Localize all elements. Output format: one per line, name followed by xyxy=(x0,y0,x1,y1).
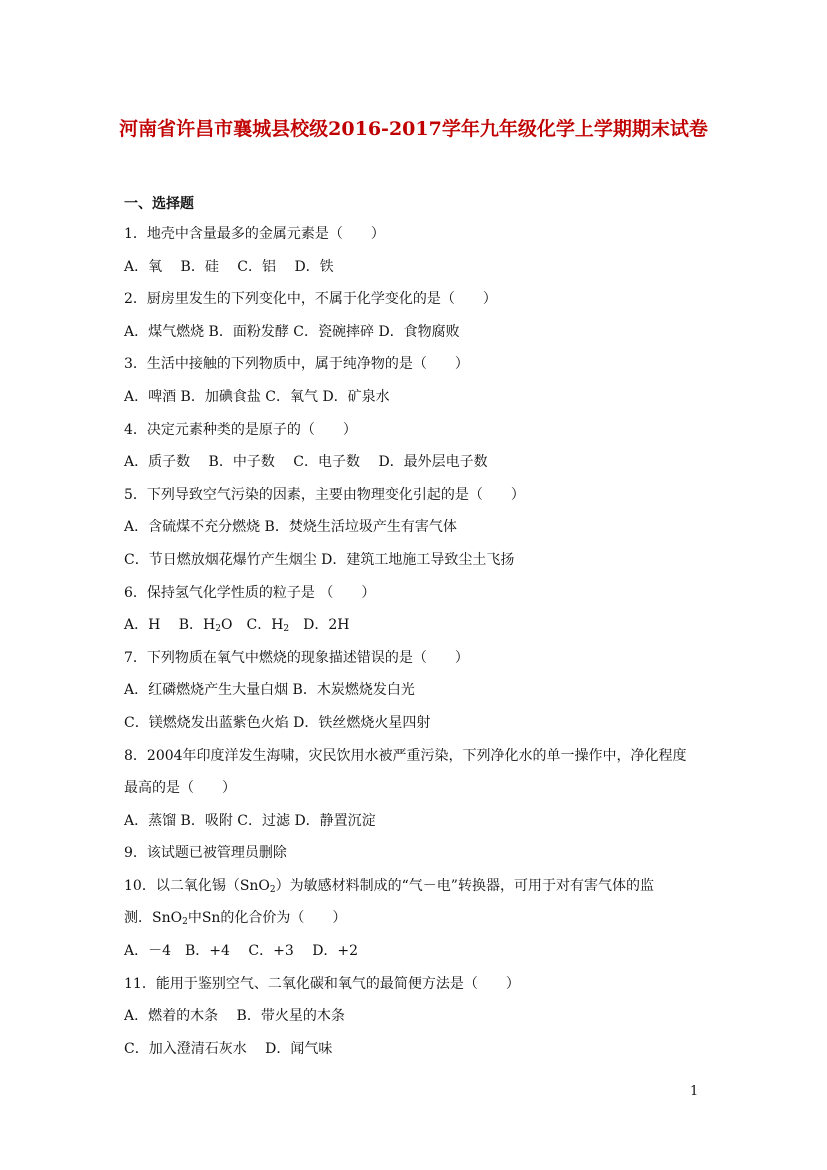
q6-subscript: 2 xyxy=(215,624,222,635)
q6-option-a: A．H B．H xyxy=(124,617,216,634)
question-line: 9．该试题已被管理员删除 xyxy=(124,845,287,862)
q6-option-b: O C．H xyxy=(221,617,284,634)
question-line: 5．下列导致空气污染的因素，主要由物理变化引起的是（ ） xyxy=(124,486,525,503)
q10-text: 测．SnO xyxy=(124,910,183,927)
page-title: 河南省许昌市襄城县校级2016-2017学年九年级化学上学期期末试卷 xyxy=(119,118,708,140)
q6-option-d: D．2H xyxy=(289,617,350,634)
question-line-q10 xyxy=(124,870,709,903)
option-line: A．质子数 B．中子数 C．电子数 D．最外层电子数 xyxy=(124,454,488,471)
question-line: 最高的是（ ） xyxy=(124,780,236,797)
option-line: A．含硫煤不充分燃烧 B．焚烧生活垃圾产生有害气体 xyxy=(124,519,457,536)
option-line: C．加入澄清石灰水 D．闻气味 xyxy=(124,1040,333,1057)
page-number: 1 xyxy=(690,1084,699,1099)
option-line: C．镁燃烧发出蓝紫色火焰 D．铁丝燃烧火星四射 xyxy=(124,714,431,731)
option-line: A．－4 B．+4 C．+3 D．+2 xyxy=(124,943,359,960)
section-heading: 一、选择题 xyxy=(124,196,194,212)
question-line-q10 xyxy=(124,902,709,935)
q10-subscript: 2 xyxy=(269,884,276,895)
question-line: 11．能用于鉴别空气、二氧化碳和氧气的最简便方法是（ ） xyxy=(124,975,520,992)
option-line: A．蒸馏 B．吸附 C．过滤 D．静置沉淀 xyxy=(124,812,376,829)
option-line: C．节日燃放烟花爆竹产生烟尘 D．建筑工地施工导致尘土飞扬 xyxy=(124,551,515,568)
question-line: 8．2004年印度洋发生海啸，灾民饮用水被严重污染，下列净化水的单一操作中，净化程度 xyxy=(124,747,687,764)
question-line: 2．厨房里发生的下列变化中，不属于化学变化的是（ ） xyxy=(124,291,497,308)
q10-subscript: 2 xyxy=(182,917,188,928)
q6-subscript: 2 xyxy=(283,624,290,635)
option-line-q6 xyxy=(124,609,709,642)
option-line: A．红磷燃烧产生大量白烟 B．木炭燃烧发白光 xyxy=(124,682,415,699)
option-line: A．燃着的木条 B．带火星的木条 xyxy=(124,1008,345,1025)
q10-text: ）为敏感材料制成的“气－电”转换器，可用于对有害气体的监 xyxy=(275,877,654,894)
question-list xyxy=(124,190,709,1065)
question-line: 3．生活中接触的下列物质中，属于纯净物的是（ ） xyxy=(124,356,469,373)
question-line: 4．决定元素种类的是原子的（ ） xyxy=(124,421,357,438)
question-line: 6．保持氢气化学性质的粒子是 （ ） xyxy=(124,584,376,601)
q10-text: 中Sn的化合价为（ ） xyxy=(187,910,347,927)
q10-text: 10．以二氧化锡（SnO xyxy=(124,877,270,894)
option-line: A．啤酒 B．加碘食盐 C．氧气 D．矿泉水 xyxy=(124,388,390,405)
option-line: A．煤气燃烧 B．面粉发酵 C．瓷碗摔碎 D．食物腐败 xyxy=(124,323,460,340)
question-line: 7．下列物质在氧气中燃烧的现象描述错误的是（ ） xyxy=(124,649,469,666)
option-line: A．氧 B．硅 C．铝 D．铁 xyxy=(124,258,334,275)
question-line: 1．地壳中含量最多的金属元素是（ ） xyxy=(124,226,385,242)
